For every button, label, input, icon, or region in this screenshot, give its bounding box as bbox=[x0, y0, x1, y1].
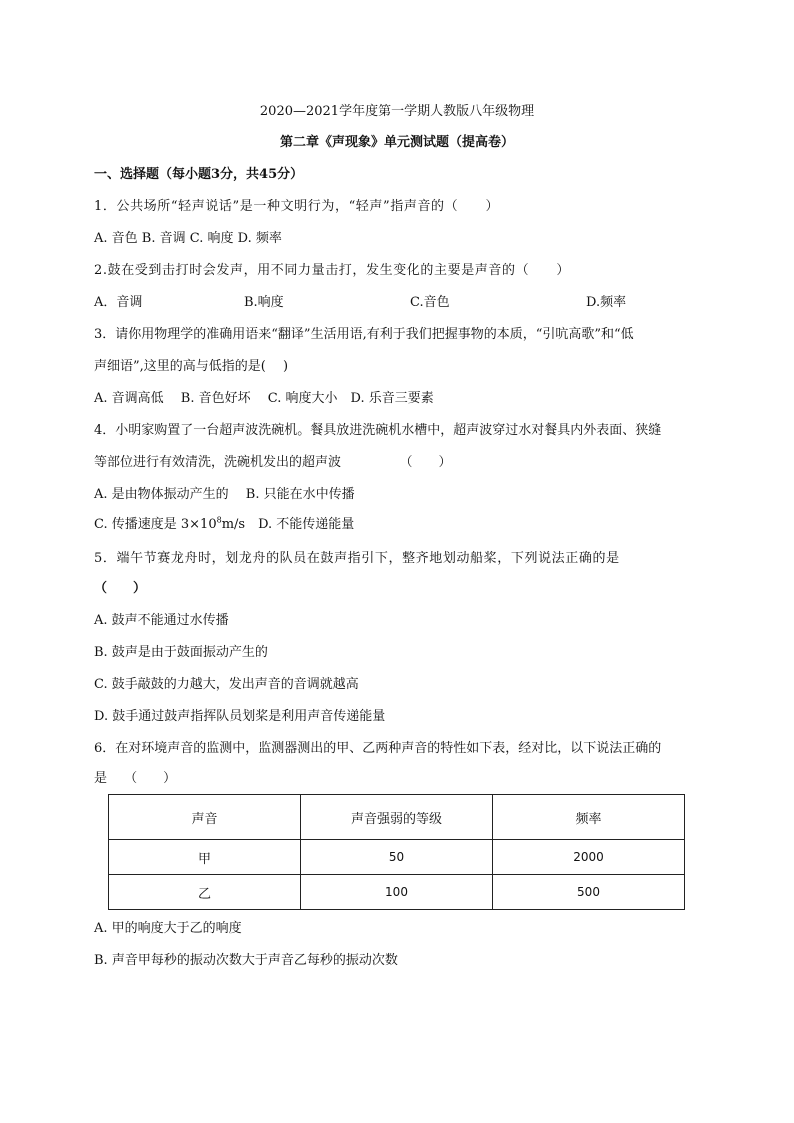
sound-characteristics-table bbox=[108, 794, 685, 910]
question-3-stem-line-1: 3．请你用物理学的准确用语来“翻译”生活用语,有利于我们把握事物的本质，“引吭高歌”和“低 bbox=[94, 327, 634, 342]
question-4-option-c-exponent: 8 bbox=[216, 515, 222, 525]
table-cell: 100 bbox=[301, 875, 493, 910]
question-1-options: A. 音色 B. 音调 C. 响度 D. 频率 bbox=[94, 231, 282, 246]
question-6-stem-line-1: 6．在对环境声音的监测中，监测器测出的甲、乙两种声音的特性如下表，经对比，以下说法正确的 bbox=[94, 741, 662, 756]
table-header-cell: 声音强弱的等级 bbox=[301, 795, 493, 840]
table-cell: 甲 bbox=[109, 840, 301, 875]
question-6-option-a: A. 甲的响度大于乙的响度 bbox=[94, 921, 242, 936]
question-6-option-b: B. 声音甲每秒的振动次数大于声音乙每秒的振动次数 bbox=[94, 953, 398, 968]
question-5-option-c: C. 鼓手敲鼓的力越大，发出声音的音调就越高 bbox=[94, 677, 359, 692]
table-cell: 2000 bbox=[493, 840, 685, 875]
table-row bbox=[109, 875, 685, 910]
question-4-options-ab: A. 是由物体振动产生的 B. 只能在水中传播 bbox=[94, 487, 355, 502]
question-2-options bbox=[94, 294, 626, 312]
document-title: 2020—2021学年度第一学期人教版八年级物理 bbox=[259, 104, 535, 119]
question-3-options: A. 音调高低 B. 音色好坏 C. 响度大小 D. 乐音三要素 bbox=[94, 391, 434, 406]
question-2-stem: 2.鼓在受到击打时会发声，用不同力量击打，发生变化的主要是声音的（ ） bbox=[94, 263, 571, 278]
section-heading: 一、选择题（每小题3分，共45分） bbox=[94, 167, 304, 182]
question-2-option-b: B.响度 bbox=[244, 295, 284, 310]
question-2-option-d: D.频率 bbox=[586, 295, 627, 310]
table-cell: 50 bbox=[301, 840, 493, 875]
question-4-option-c-prefix: C. 传播速度是 3×10 bbox=[94, 517, 217, 532]
question-5-option-a: A. 鼓声不能通过水传播 bbox=[94, 613, 229, 628]
question-5-option-d: D. 鼓手通过鼓声指挥队员划桨是利用声音传递能量 bbox=[94, 709, 386, 724]
document-subtitle: 第二章《声现象》单元测试题（提高卷） bbox=[279, 135, 514, 150]
question-4-stem-line-2: 等部位进行有效清洗，洗碗机发出的超声波 （ ） bbox=[94, 455, 452, 470]
question-2-option-a: A．音调 bbox=[94, 295, 143, 310]
table-row bbox=[109, 840, 685, 875]
table-cell: 500 bbox=[493, 875, 685, 910]
question-2-option-c: C.音色 bbox=[410, 295, 450, 310]
question-3-stem-line-2: 声细语”,这里的高与低指的是( ) bbox=[94, 359, 289, 374]
question-4-options-cd bbox=[94, 516, 354, 534]
table-cell: 乙 bbox=[109, 875, 301, 910]
question-5-stem-line-1: 5．端午节赛龙舟时，划龙舟的队员在鼓声指引下，整齐地划动船桨，下列说法正确的是 bbox=[94, 551, 620, 566]
table-header-cell: 频率 bbox=[493, 795, 685, 840]
question-4-stem-line-1: 4．小明家购置了一台超声波洗碗机。餐具放进洗碗机水槽中，超声波穿过水对餐具内外表面、狭缝 bbox=[94, 423, 662, 438]
question-5-option-b: B. 鼓声是由于鼓面振动产生的 bbox=[94, 645, 268, 660]
question-6-stem-line-2: 是 （ ） bbox=[94, 771, 177, 786]
table-header-row bbox=[109, 795, 685, 840]
table-header-cell: 声音 bbox=[109, 795, 301, 840]
question-4-option-c-suffix: m/s D. 不能传递能量 bbox=[221, 517, 355, 532]
question-5-stem-line-2: （ ） bbox=[94, 581, 147, 596]
question-1-stem: 1．公共场所“轻声说话”是一种文明行为，“轻声”指声音的（ ） bbox=[94, 199, 500, 214]
